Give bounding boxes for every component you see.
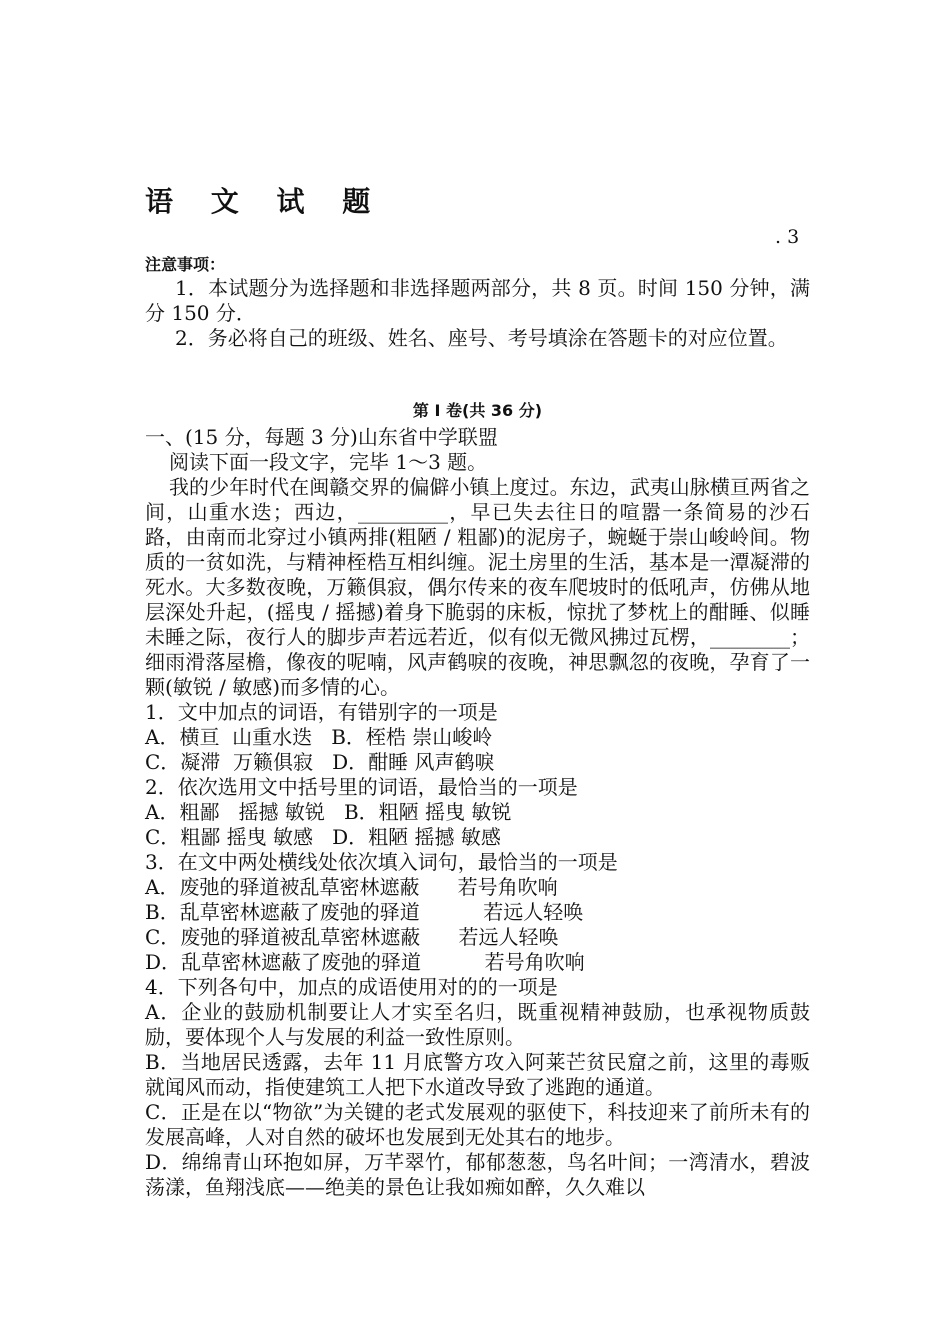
question-3-option-d: D．乱草密林遮蔽了废弛的驿道 若号角吹响 — [145, 950, 585, 974]
notice-item-2: 2．务必将自己的班级、姓名、座号、考号填涂在答题卡的对应位置。 — [175, 326, 788, 350]
section-heading: 第 I 卷(共 36 分) — [412, 401, 543, 420]
question-3-stem: 3．在文中两处横线处依次填入词句，最恰当的一项是 — [145, 850, 618, 874]
question-4-option-b: B．当地居民透露，去年 11 月底警方攻入阿莱芒贫民窟之前，这里的毒贩就闻风而动，指使建筑工人把下水道改导致了逃跑的通道。 — [145, 1050, 810, 1099]
question-4-option-d: D．绵绵青山环抱如屏，万芊翠竹，郁郁葱葱，鸟名叶间；一湾清水，碧波荡漾，鱼翔浅底——绝美的景色让我如痴如醉，久久难以 — [145, 1150, 810, 1199]
reading-passage: 我的少年时代在闽赣交界的偏僻小镇上度过。东边，武夷山脉横亘两省之间，山重水迭；西边，_________，早已失去往日的喧嚣一条简易的沙石路，由南而北穿过小镇两排(粗陋 / 粗鄙)的泥房子，蜿蜒于崇山峻岭间。物质的一贫如洗，与精神桎梏互相纠缠。泥土房里的生活，基本是一潭凝滞的死水。大多数夜晚，万籁俱寂，偶尔传来的夜车爬坡时的低吼声，仿佛从地层深处升起，(摇曳 / 摇撼)着身下脆弱的床板，惊扰了梦枕上的酣睡、似睡未睡之际，夜行人的脚步声若远若近，似有似无微风拂过瓦楞，________；细雨滑落屋檐，像夜的呢喃，风声鹤唳的夜晚，神思飘忽的夜晚，孕育了一颗(敏锐 / 敏感)而多情的心。 — [145, 475, 810, 699]
question-2-stem: 2．依次选用文中括号里的词语，最恰当的一项是 — [145, 775, 578, 799]
question-4-option-c: C．正是在以“物欲”为关键的老式发展观的驱使下，科技迎来了前所未有的发展高峰，人对自然的破坏也发展到无处其右的地步。 — [145, 1100, 810, 1149]
page-mark: . 3 — [775, 226, 800, 248]
question-1-option-row: C．凝滞 万籁俱寂 D．酣睡 风声鹤唳 — [145, 750, 495, 774]
question-3-option-b: B．乱草密林遮蔽了废弛的驿道 若远人轻唤 — [145, 900, 584, 924]
question-1-stem: 1．文中加点的词语，有错别字的一项是 — [145, 700, 498, 724]
question-4-stem: 4．下列各句中，加点的成语使用对的的一项是 — [145, 975, 558, 999]
question-2-option-row: C．粗鄙 摇曳 敏感 D．粗陋 摇撼 敏感 — [145, 825, 501, 849]
question-1-option-row: A．横亘 山重水迭 B．桎梏 崇山峻岭 — [145, 725, 493, 749]
exam-body — [145, 425, 810, 1200]
question-2-option-row: A．粗鄙 摇撼 敏锐 B．粗陋 摇曳 敏锐 — [145, 800, 512, 824]
page-title: 语 文 试 题 — [145, 185, 385, 218]
question-3-option-a: A．废弛的驿道被乱草密林遮蔽 若号角吹响 — [145, 875, 558, 899]
notice-item-1: 1．本试题分为选择题和非选择题两部分，共 8 页。时间 150 分钟，满分 150 分． — [145, 276, 810, 325]
notice-heading: 注意事项： — [145, 255, 226, 274]
part-title: 一、(15 分，每题 3 分)山东省中学联盟 — [145, 425, 498, 449]
question-3-option-c: C．废弛的驿道被乱草密林遮蔽 若远人轻唤 — [145, 925, 559, 949]
question-4-option-a: A．企业的鼓励机制要让人才实至名归，既重视精神鼓励，也承视物质鼓励，要体现个人与发展的利益一致性原则。 — [145, 1000, 810, 1049]
instruction: 阅读下面一段文字，完毕 1～3 题。 — [169, 450, 488, 474]
